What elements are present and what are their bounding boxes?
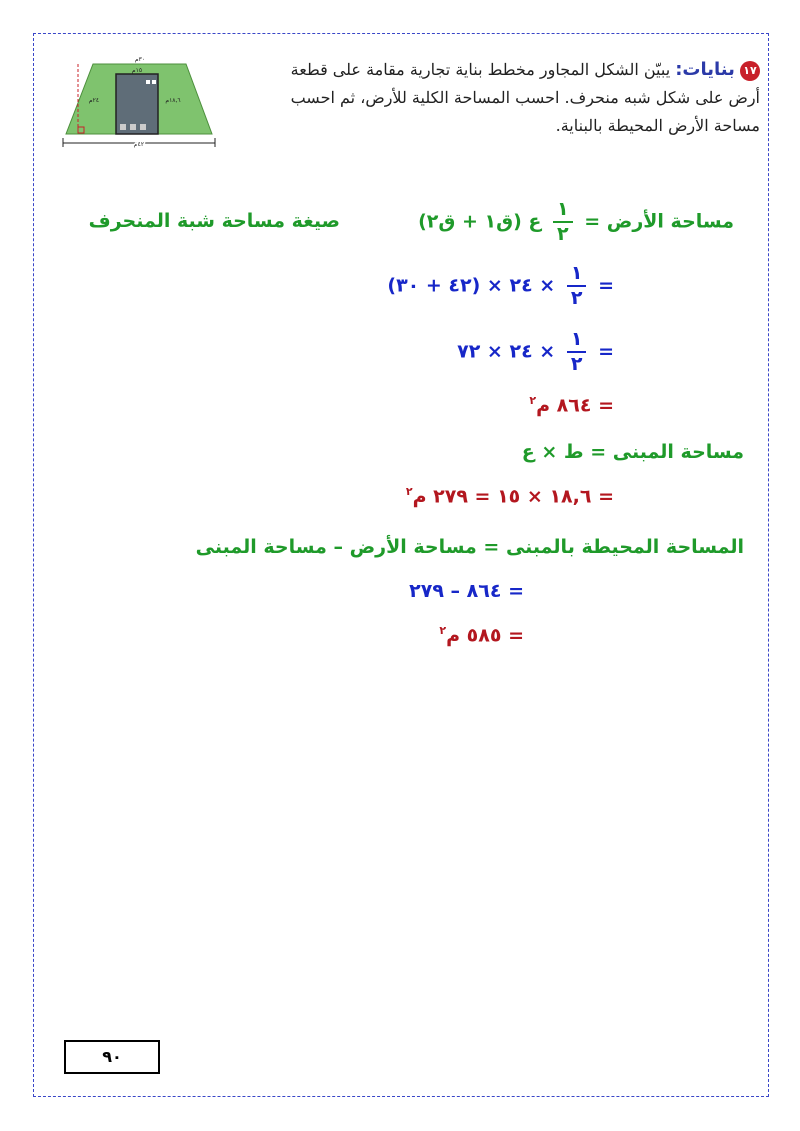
- land-area-result: = ٨٦٤ م$^٢$: [529, 394, 614, 417]
- page-border: [33, 33, 769, 1097]
- formula-rhs: ع (ق١ + ق٢): [418, 210, 542, 233]
- step1-eq: =: [598, 274, 614, 297]
- step2-rest: × ٢٤ × ٧٢: [457, 340, 556, 363]
- fraction-half-3: $\frac{١}{٢}$: [567, 330, 587, 374]
- building-width-label: ١٥م: [131, 67, 143, 74]
- step2-line: [457, 330, 614, 374]
- step1-line: [387, 264, 614, 308]
- trapezoid-building-figure: [58, 50, 218, 150]
- subtraction-line: = ٨٦٤ – ٢٧٩: [409, 580, 524, 602]
- step2-eq: =: [598, 340, 614, 363]
- step1-rest: × ٢٤ × (٤٢ + ٣٠): [387, 274, 556, 297]
- page-number-box: ٩٠: [64, 1040, 160, 1074]
- fraction-half: $\frac{١}{٢}$: [553, 200, 573, 244]
- top-base-label: ٣٠م: [134, 56, 146, 63]
- problem-title: بنايات:: [675, 59, 735, 80]
- problem-number-badge: ١٧: [740, 61, 760, 81]
- surrounding-area-formula: المساحة المحيطة بالمبنى = مساحة الأرض – مساحة المبنى: [195, 536, 744, 558]
- land-area-formula: [418, 200, 734, 244]
- height-label: ٢٤م: [88, 97, 100, 104]
- final-answer: = ٥٨٥ م$^٢$: [439, 624, 524, 647]
- fraction-half-2: $\frac{١}{٢}$: [567, 264, 587, 308]
- problem-text: يبيّن الشكل المجاور مخطط بناية تجارية مقامة على قطعة أرض على شكل شبه منحرف. احسب المساحة الكلية للأرض، ثم احسب مساحة الأرض المحيطة بالبناية.: [290, 60, 760, 135]
- bottom-base-label: ٤٢م: [133, 141, 145, 148]
- problem-statement: [290, 56, 760, 140]
- building-area-formula: مساحة المبنى = ط × ع: [521, 441, 744, 463]
- building-area-calc: = ١٨,٦ × ١٥ = ٢٧٩ م$^٢$: [405, 485, 614, 508]
- formula-label: صيغة مساحة شبة المنحرف: [88, 210, 340, 232]
- land-area-lhs: مساحة الأرض =: [584, 210, 734, 233]
- building-length-label: ١٨,٦م: [165, 97, 181, 104]
